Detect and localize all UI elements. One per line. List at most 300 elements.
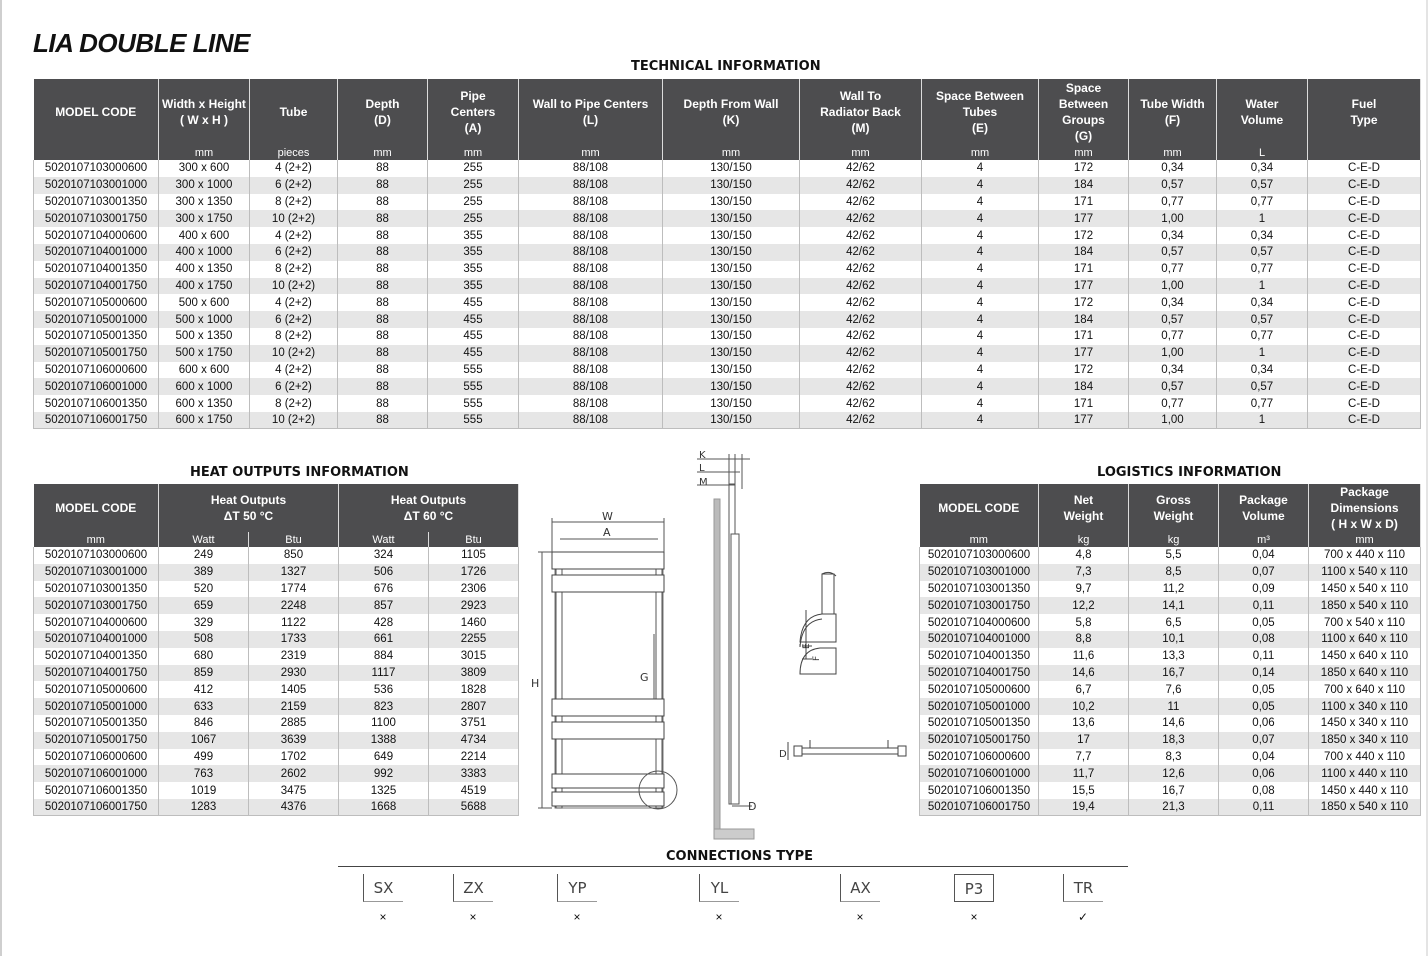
connection-code: P3	[954, 874, 994, 902]
table-cell: 172	[1039, 294, 1129, 311]
table-cell: 389	[159, 564, 249, 581]
model-code-cell: 5020107104000600	[34, 227, 159, 244]
table-cell: 884	[339, 648, 429, 665]
table-cell: 700 x 440 x 110	[1309, 749, 1421, 766]
logistics-header-line: Dimensions	[1330, 501, 1399, 515]
table-cell: 4	[922, 244, 1039, 261]
table-cell: 1668	[339, 799, 429, 816]
table-row	[34, 194, 1421, 211]
table-cell: 42/62	[800, 294, 922, 311]
unit-cell: mm	[159, 145, 250, 160]
table-cell: 3015	[429, 648, 519, 665]
table-cell: 850	[249, 547, 339, 564]
table-cell: 412	[159, 681, 249, 698]
unit-cell: m³	[1219, 532, 1309, 547]
unit-cell: mm	[800, 145, 922, 160]
technical-header-row	[34, 79, 1421, 145]
technical-header-line: Volume	[1240, 113, 1284, 127]
table-row	[920, 765, 1421, 782]
table-cell: 4	[922, 210, 1039, 227]
table-cell: 3809	[429, 665, 519, 682]
table-cell: 42/62	[800, 278, 922, 295]
table-cell: 0,34	[1217, 227, 1308, 244]
table-row	[34, 294, 1421, 311]
table-cell: 0,06	[1219, 715, 1309, 732]
table-cell: 2602	[249, 765, 339, 782]
table-cell: 700 x 440 x 110	[1309, 547, 1421, 564]
table-cell: 10 (2+2)	[250, 345, 338, 362]
model-code-cell: 5020107104001000	[34, 631, 159, 648]
table-cell: 1	[1217, 278, 1308, 295]
table-cell: 130/150	[663, 378, 800, 395]
table-cell: 1	[1217, 412, 1308, 429]
table-cell: 600 x 1350	[159, 395, 250, 412]
table-cell: 0,08	[1219, 782, 1309, 799]
technical-header-line: (F)	[1164, 113, 1181, 127]
table-cell: 1460	[429, 614, 519, 631]
table-cell: 255	[428, 160, 519, 177]
table-cell: 4	[922, 412, 1039, 429]
table-cell: 633	[159, 698, 249, 715]
table-cell: 4 (2+2)	[250, 294, 338, 311]
technical-header-line: Pipe	[460, 89, 486, 103]
table-cell: 0,57	[1217, 244, 1308, 261]
table-cell: 88	[338, 210, 428, 227]
table-cell: 130/150	[663, 261, 800, 278]
table-cell: 2319	[249, 648, 339, 665]
model-code-cell: 5020107105001000	[34, 311, 159, 328]
table-cell: 0,34	[1129, 362, 1217, 379]
table-cell: 130/150	[663, 160, 800, 177]
table-row	[920, 749, 1421, 766]
table-cell: 88/108	[519, 395, 663, 412]
table-cell: 355	[428, 227, 519, 244]
table-cell: 859	[159, 665, 249, 682]
table-cell: 16,7	[1129, 782, 1219, 799]
technical-header-line: Centers	[450, 105, 496, 119]
table-cell: 130/150	[663, 244, 800, 261]
model-code-cell: 5020107105001350	[34, 328, 159, 345]
table-cell: 1733	[249, 631, 339, 648]
table-cell: 88	[338, 311, 428, 328]
table-cell: 9,7	[1039, 581, 1129, 598]
table-cell: 455	[428, 345, 519, 362]
model-code-cell: 5020107103001750	[34, 210, 159, 227]
table-cell: 88	[338, 412, 428, 429]
table-cell: 17	[1039, 732, 1129, 749]
table-cell: 1450 x 440 x 110	[1309, 782, 1421, 799]
table-cell: 0,34	[1129, 294, 1217, 311]
technical-header-3	[338, 79, 428, 145]
table-row	[34, 395, 1421, 412]
table-cell: 4	[922, 160, 1039, 177]
table-cell: 5,8	[1039, 614, 1129, 631]
table-cell: 600 x 1000	[159, 378, 250, 395]
table-cell: 4	[922, 378, 1039, 395]
table-cell: 18,3	[1129, 732, 1219, 749]
unit-cell: mm	[34, 532, 159, 547]
technical-units-row	[34, 145, 1421, 160]
logistics-title: LOGISTICS INFORMATION	[1097, 465, 1282, 480]
table-cell: 300 x 600	[159, 160, 250, 177]
table-cell: 0,14	[1219, 665, 1309, 682]
table-cell: 1	[1217, 210, 1308, 227]
unit-cell: kg	[1129, 532, 1219, 547]
table-cell: 255	[428, 177, 519, 194]
table-cell: 1100 x 540 x 110	[1309, 564, 1421, 581]
table-cell: 88	[338, 227, 428, 244]
table-cell: 0,57	[1217, 311, 1308, 328]
model-code-cell: 5020107106001750	[34, 412, 159, 429]
unit-cell: kg	[1039, 532, 1129, 547]
table-cell: 0,77	[1129, 328, 1217, 345]
table-cell: 500 x 1000	[159, 311, 250, 328]
table-cell: C-E-D	[1308, 412, 1421, 429]
table-cell: 2807	[429, 698, 519, 715]
side-view	[697, 454, 757, 839]
table-cell: 1067	[159, 732, 249, 749]
table-cell: 428	[339, 614, 429, 631]
table-cell: 0,06	[1219, 765, 1309, 782]
top-view	[788, 740, 906, 760]
table-cell: 1774	[249, 581, 339, 598]
table-cell: 14,6	[1039, 665, 1129, 682]
table-cell: 88/108	[519, 227, 663, 244]
model-code-cell: 5020107103001350	[920, 581, 1039, 598]
model-code-cell: 5020107103000600	[34, 547, 159, 564]
table-cell: 42/62	[800, 244, 922, 261]
table-cell: 171	[1039, 328, 1129, 345]
table-cell: 555	[428, 395, 519, 412]
unit-cell: pieces	[250, 145, 338, 160]
table-cell: 4376	[249, 799, 339, 816]
table-cell: 4	[922, 194, 1039, 211]
table-cell: 1405	[249, 681, 339, 698]
table-cell: 130/150	[663, 345, 800, 362]
table-cell: 13,3	[1129, 648, 1219, 665]
technical-header-2	[250, 79, 338, 145]
model-code-cell: 5020107105001750	[34, 732, 159, 749]
table-cell: 8 (2+2)	[250, 328, 338, 345]
table-row	[34, 597, 519, 614]
model-code-cell: 5020107106001750	[920, 799, 1039, 816]
table-cell: 0,57	[1217, 177, 1308, 194]
technical-table	[33, 79, 1421, 429]
table-row	[34, 177, 1421, 194]
table-cell: 255	[428, 210, 519, 227]
table-cell: 5,5	[1129, 547, 1219, 564]
front-view	[538, 518, 677, 809]
model-code-cell: 5020107103001750	[920, 597, 1039, 614]
table-cell: 1450 x 540 x 110	[1309, 581, 1421, 598]
model-code-cell: 5020107104000600	[34, 614, 159, 631]
table-cell: 88	[338, 177, 428, 194]
logistics-header-3	[1219, 484, 1309, 532]
table-row	[34, 681, 519, 698]
table-cell: 0,77	[1129, 261, 1217, 278]
table-cell: 177	[1039, 278, 1129, 295]
table-cell: 355	[428, 261, 519, 278]
connection-code: YL	[699, 874, 739, 902]
table-row	[34, 698, 519, 715]
unit-cell: Btu	[429, 532, 519, 547]
table-cell: 1450 x 640 x 110	[1309, 648, 1421, 665]
table-cell: 0,77	[1217, 194, 1308, 211]
model-code-cell: 5020107106001000	[34, 378, 159, 395]
table-cell: 1702	[249, 749, 339, 766]
heat-model-header: MODEL CODE	[34, 484, 159, 532]
table-cell: 676	[339, 581, 429, 598]
table-cell: 88	[338, 362, 428, 379]
table-cell: C-E-D	[1308, 328, 1421, 345]
connection-code: YP	[557, 874, 597, 902]
unit-cell: mm	[428, 145, 519, 160]
table-cell: 3639	[249, 732, 339, 749]
table-cell: 177	[1039, 345, 1129, 362]
check-icon: ✓	[1077, 910, 1089, 924]
heat-group-60-header: Heat Outputs ΔT 60 °C	[339, 484, 519, 532]
table-row	[920, 631, 1421, 648]
table-cell: C-E-D	[1308, 160, 1421, 177]
table-cell: 88	[338, 328, 428, 345]
model-code-cell: 5020107103001000	[34, 177, 159, 194]
table-cell: 0,57	[1129, 177, 1217, 194]
table-cell: 88/108	[519, 261, 663, 278]
connection-code: SX	[363, 874, 403, 902]
table-cell: 2306	[429, 581, 519, 598]
table-cell: 0,57	[1129, 378, 1217, 395]
table-cell: 1100 x 340 x 110	[1309, 698, 1421, 715]
logistics-header-line: Package	[1239, 493, 1288, 507]
table-cell: 6,5	[1129, 614, 1219, 631]
table-cell: 172	[1039, 362, 1129, 379]
connection-code: ZX	[453, 874, 493, 902]
logistics-table	[919, 484, 1421, 816]
table-cell: 555	[428, 362, 519, 379]
technical-header-line: Depth	[365, 97, 400, 111]
table-cell: 400 x 1350	[159, 261, 250, 278]
table-cell: 8 (2+2)	[250, 395, 338, 412]
label-a: A	[603, 526, 611, 539]
technical-header-line: Type	[1350, 113, 1378, 127]
table-cell: 130/150	[663, 294, 800, 311]
connection-code: TR	[1063, 874, 1103, 902]
table-cell: 6 (2+2)	[250, 177, 338, 194]
model-code-cell: 5020107106000600	[34, 362, 159, 379]
table-cell: 130/150	[663, 278, 800, 295]
model-code-cell: 5020107103001350	[34, 581, 159, 598]
table-cell: 455	[428, 294, 519, 311]
technical-title: TECHNICAL INFORMATION	[631, 59, 821, 74]
model-code-cell: 5020107106001350	[34, 782, 159, 799]
table-cell: 15,5	[1039, 782, 1129, 799]
technical-header-5	[519, 79, 663, 145]
logistics-header-1	[1039, 484, 1129, 532]
model-code-cell: 5020107104001750	[34, 278, 159, 295]
page-left-border	[0, 0, 2, 956]
table-cell: 1117	[339, 665, 429, 682]
label-f: F	[812, 655, 822, 661]
table-cell: 6 (2+2)	[250, 311, 338, 328]
table-cell: 499	[159, 749, 249, 766]
table-cell: 1122	[249, 614, 339, 631]
table-row	[920, 665, 1421, 682]
table-row	[920, 681, 1421, 698]
model-code-cell: 5020107103001350	[34, 194, 159, 211]
table-cell: 355	[428, 244, 519, 261]
table-cell: C-E-D	[1308, 210, 1421, 227]
table-cell: 1,00	[1129, 412, 1217, 429]
table-cell: 88	[338, 244, 428, 261]
model-code-cell: 5020107105000600	[920, 681, 1039, 698]
cross-icon: ×	[469, 910, 477, 924]
table-row	[920, 547, 1421, 564]
model-code-cell: 5020107105001000	[34, 698, 159, 715]
table-cell: 300 x 1000	[159, 177, 250, 194]
table-cell: C-E-D	[1308, 261, 1421, 278]
table-cell: C-E-D	[1308, 227, 1421, 244]
table-cell: 10 (2+2)	[250, 412, 338, 429]
table-cell: 4519	[429, 782, 519, 799]
table-cell: 8 (2+2)	[250, 261, 338, 278]
table-cell: 1726	[429, 564, 519, 581]
table-row	[34, 378, 1421, 395]
radiator-dimension-diagram	[520, 444, 916, 844]
table-cell: 88	[338, 345, 428, 362]
table-cell: 42/62	[800, 395, 922, 412]
technical-header-line: (A)	[464, 121, 482, 135]
technical-header-line: ( W x H )	[180, 113, 228, 127]
table-cell: C-E-D	[1308, 395, 1421, 412]
table-cell: 0,57	[1129, 244, 1217, 261]
unit-cell: mm	[1039, 145, 1129, 160]
table-row	[920, 698, 1421, 715]
table-cell: 555	[428, 378, 519, 395]
table-row	[34, 345, 1421, 362]
label-w: W	[602, 510, 613, 523]
table-cell: 2214	[429, 749, 519, 766]
table-cell: 11,6	[1039, 648, 1129, 665]
table-cell: 680	[159, 648, 249, 665]
table-row	[34, 665, 519, 682]
table-cell: 1100 x 640 x 110	[1309, 631, 1421, 648]
table-cell: 0,04	[1219, 547, 1309, 564]
table-cell: 1828	[429, 681, 519, 698]
model-code-cell: 5020107105001350	[920, 715, 1039, 732]
table-cell: 0,05	[1219, 614, 1309, 631]
label-d-top: D	[779, 749, 787, 760]
technical-header-7	[800, 79, 922, 145]
table-cell: 0,05	[1219, 698, 1309, 715]
table-row	[34, 631, 519, 648]
heat-body	[34, 547, 519, 816]
table-cell: 16,7	[1129, 665, 1219, 682]
logistics-units-row	[920, 532, 1421, 547]
model-code-cell: 5020107106001350	[34, 395, 159, 412]
table-cell: 130/150	[663, 177, 800, 194]
table-cell: 10,2	[1039, 698, 1129, 715]
table-cell: 0,77	[1129, 395, 1217, 412]
table-cell: 8,8	[1039, 631, 1129, 648]
heat-outputs-table	[33, 484, 519, 816]
table-cell: 184	[1039, 378, 1129, 395]
table-cell: 0,11	[1219, 648, 1309, 665]
table-cell: 6,7	[1039, 681, 1129, 698]
model-code-cell: 5020107103001000	[920, 564, 1039, 581]
table-cell: C-E-D	[1308, 378, 1421, 395]
table-cell: 4 (2+2)	[250, 227, 338, 244]
technical-header-line: Fuel	[1351, 97, 1377, 111]
table-cell: 0,77	[1129, 194, 1217, 211]
unit-cell: Watt	[159, 532, 249, 547]
table-cell: 400 x 600	[159, 227, 250, 244]
table-cell: 0,08	[1219, 631, 1309, 648]
table-cell: 0,07	[1219, 732, 1309, 749]
table-cell: 3475	[249, 782, 339, 799]
technical-header-line: (L)	[582, 113, 599, 127]
model-code-cell: 5020107105000600	[34, 681, 159, 698]
table-row	[34, 614, 519, 631]
table-cell: 3383	[429, 765, 519, 782]
table-cell: 0,34	[1129, 160, 1217, 177]
table-cell: 88/108	[519, 160, 663, 177]
table-cell: 455	[428, 328, 519, 345]
table-cell: 88	[338, 294, 428, 311]
table-cell: 300 x 1350	[159, 194, 250, 211]
table-cell: 10 (2+2)	[250, 278, 338, 295]
technical-header-line: Space Between	[1058, 81, 1109, 111]
table-cell: 1327	[249, 564, 339, 581]
table-cell: 0,04	[1219, 749, 1309, 766]
table-cell: 88/108	[519, 244, 663, 261]
table-cell: 11	[1129, 698, 1219, 715]
connection-zx	[433, 870, 513, 930]
label-d-side: D	[748, 800, 757, 813]
table-cell: 1283	[159, 799, 249, 816]
table-row	[920, 614, 1421, 631]
table-cell: 88/108	[519, 278, 663, 295]
table-cell: 184	[1039, 244, 1129, 261]
technical-header-6	[663, 79, 800, 145]
unit-cell	[1308, 145, 1421, 160]
model-code-cell: 5020107105001750	[920, 732, 1039, 749]
table-row	[34, 412, 1421, 429]
connection-p3	[934, 870, 1014, 930]
table-row	[920, 782, 1421, 799]
table-cell: 1850 x 540 x 110	[1309, 799, 1421, 816]
table-cell: 1325	[339, 782, 429, 799]
table-cell: 88/108	[519, 345, 663, 362]
label-e: E	[802, 643, 812, 649]
table-cell: 659	[159, 597, 249, 614]
technical-header-9	[1039, 79, 1129, 145]
table-cell: 0,09	[1219, 581, 1309, 598]
unit-cell	[34, 145, 159, 160]
document-title: LIA DOUBLE LINE	[33, 28, 250, 58]
model-code-cell: 5020107106000600	[34, 749, 159, 766]
table-cell: 2248	[249, 597, 339, 614]
table-row	[920, 564, 1421, 581]
table-cell: 130/150	[663, 412, 800, 429]
table-row	[34, 160, 1421, 177]
table-cell: 88/108	[519, 294, 663, 311]
connection-yp	[537, 870, 617, 930]
table-cell: 0,07	[1219, 564, 1309, 581]
table-cell: 7,7	[1039, 749, 1129, 766]
table-cell: 0,57	[1129, 311, 1217, 328]
table-cell: 184	[1039, 177, 1129, 194]
table-cell: 4	[922, 294, 1039, 311]
